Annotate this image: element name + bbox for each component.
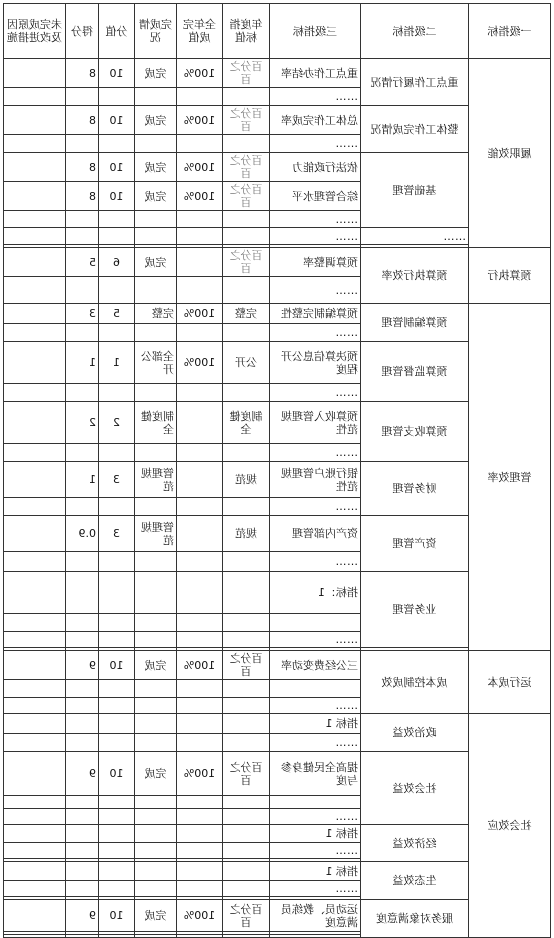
header-reason: 未完成原因及改进措施 xyxy=(4,4,66,59)
status-cell: 完成 xyxy=(135,651,177,680)
ellipsis-cell: …… xyxy=(361,228,469,245)
target-cell: 百分之百 xyxy=(223,248,270,277)
actual-cell xyxy=(177,402,223,444)
header-level2: 二级指标 xyxy=(361,4,469,59)
level3-cell: 预决算信息公开程度 xyxy=(270,342,361,384)
status-cell: 完成 xyxy=(135,752,177,796)
score-cell: 3 xyxy=(66,304,99,324)
score-cell: 8 xyxy=(66,106,99,135)
reason-cell xyxy=(4,402,66,444)
level2-cell: 成本控制成效 xyxy=(361,651,469,714)
target-cell: 规范 xyxy=(223,462,270,498)
level3-cell: 三公经费变动率 xyxy=(270,651,361,680)
level3-cell: 指标 1 xyxy=(270,714,361,734)
level3-cell: 预算调整率 xyxy=(270,248,361,277)
status-cell: 完成 xyxy=(135,182,177,211)
score-cell: 2 xyxy=(66,402,99,444)
weight-cell: 2 xyxy=(99,402,135,444)
actual-cell: 100% xyxy=(177,304,223,324)
table-row xyxy=(4,900,551,932)
level2-cell: 资产管理 xyxy=(361,516,469,572)
level1-cell: 预算执行 xyxy=(469,248,551,304)
score-cell: 0.9 xyxy=(66,516,99,552)
level3-cell: 指标 1 xyxy=(270,862,361,881)
reason-cell xyxy=(4,153,66,182)
level3-cell: 预算编制完整性 xyxy=(270,304,361,324)
table-row xyxy=(4,714,551,734)
ellipsis-cell: …… xyxy=(270,698,361,714)
level2-cell: 政治效益 xyxy=(361,714,469,752)
weight-cell: 10 xyxy=(99,651,135,680)
reason-cell xyxy=(4,900,66,932)
actual-cell: 100% xyxy=(177,182,223,211)
weight-cell: 10 xyxy=(99,153,135,182)
header-status: 完成情况 xyxy=(135,4,177,59)
target-cell: 完整 xyxy=(223,304,270,324)
reason-cell xyxy=(4,516,66,552)
status-cell: 全部公开 xyxy=(135,342,177,384)
reason-cell xyxy=(4,59,66,88)
level2-cell: 预算编制管理 xyxy=(361,304,469,342)
level3-cell: 运动员、教练员满意度 xyxy=(270,900,361,932)
level2-cell: 预算监督管理 xyxy=(361,342,469,402)
table-row xyxy=(4,342,551,384)
level2-cell: 整体工作完成情况 xyxy=(361,106,469,153)
target-cell: 百分之百 xyxy=(223,153,270,182)
actual-cell: 100% xyxy=(177,106,223,135)
reason-cell xyxy=(4,462,66,498)
target-cell: 规范 xyxy=(223,516,270,552)
level2-cell: 基础管理 xyxy=(361,153,469,228)
table-row xyxy=(4,228,551,245)
header-actual: 全年完成值 xyxy=(177,4,223,59)
level3-cell: 指标：1 xyxy=(270,572,361,614)
ellipsis-cell: …… xyxy=(270,498,361,516)
level1-cell: 管理效率 xyxy=(469,304,551,651)
weight-cell: 5 xyxy=(99,304,135,324)
ellipsis-cell: …… xyxy=(270,135,361,153)
target-cell: 百分之百 xyxy=(223,900,270,932)
status-cell: 制度健全 xyxy=(135,402,177,444)
level3-cell: 重点工作办结率 xyxy=(270,59,361,88)
status-cell: 完成 xyxy=(135,59,177,88)
level2-cell: 预算收支管理 xyxy=(361,402,469,462)
table-row xyxy=(4,106,551,135)
target-cell: 百分之百 xyxy=(223,651,270,680)
ellipsis-cell: …… xyxy=(270,881,361,897)
table-row xyxy=(4,462,551,498)
ellipsis-cell: …… xyxy=(270,734,361,752)
table-row xyxy=(4,153,551,182)
table-row xyxy=(4,572,551,614)
score-cell: 8 xyxy=(66,182,99,211)
weight-cell: 6 xyxy=(99,248,135,277)
ellipsis-cell: …… xyxy=(270,444,361,462)
table-row xyxy=(4,304,551,324)
level3-cell: 依法行政能力 xyxy=(270,153,361,182)
actual-cell xyxy=(177,516,223,552)
weight-cell: 10 xyxy=(99,752,135,796)
target-cell: 百分之百 xyxy=(223,59,270,88)
weight-cell: 3 xyxy=(99,462,135,498)
table-row xyxy=(4,862,551,881)
actual-cell: 100% xyxy=(177,153,223,182)
level1-cell: 社会效应 xyxy=(469,714,551,938)
weight-cell: 10 xyxy=(99,106,135,135)
level2-cell: 经济效益 xyxy=(361,825,469,862)
level1-cell: 运行成本 xyxy=(469,651,551,714)
target-cell: 百分之百 xyxy=(223,106,270,135)
level3-cell: 总体工作完成率 xyxy=(270,106,361,135)
table-row xyxy=(4,59,551,88)
score-cell: 9 xyxy=(66,752,99,796)
score-cell: 1 xyxy=(66,462,99,498)
performance-evaluation-table xyxy=(3,3,551,938)
reason-cell xyxy=(4,248,66,277)
ellipsis-cell: …… xyxy=(270,277,361,304)
header-level3: 三级指标 xyxy=(270,4,361,59)
ellipsis-cell: …… xyxy=(270,211,361,228)
actual-cell: 100% xyxy=(177,900,223,932)
target-cell: 百分之百 xyxy=(223,182,270,211)
header-score: 得分 xyxy=(66,4,99,59)
level2-cell: 社会效益 xyxy=(361,752,469,825)
table-row xyxy=(4,752,551,796)
table-row xyxy=(4,825,551,843)
ellipsis-cell: …… xyxy=(270,552,361,572)
actual-cell: 100% xyxy=(177,59,223,88)
level2-cell: 服务对象满意度 xyxy=(361,900,469,938)
status-cell: 管理规范 xyxy=(135,462,177,498)
weight-cell: 1 xyxy=(99,342,135,384)
status-cell: 管理规范 xyxy=(135,516,177,552)
reason-cell xyxy=(4,651,66,680)
target-cell: 公开 xyxy=(223,342,270,384)
actual-cell: 100% xyxy=(177,752,223,796)
target-cell: 百分之百 xyxy=(223,752,270,796)
ellipsis-cell: …… xyxy=(270,324,361,342)
status-cell: 完成 xyxy=(135,248,177,277)
ellipsis-cell: …… xyxy=(270,228,361,245)
reason-cell xyxy=(4,182,66,211)
actual-cell xyxy=(177,248,223,277)
reason-cell xyxy=(4,752,66,796)
ellipsis-cell: …… xyxy=(270,843,361,859)
level2-cell: 生态效益 xyxy=(361,862,469,900)
table-row xyxy=(4,651,551,680)
level2-cell: 重点工作履行情况 xyxy=(361,59,469,106)
reason-cell xyxy=(4,304,66,324)
ellipsis-cell: …… xyxy=(270,809,361,825)
ellipsis-cell: …… xyxy=(270,384,361,402)
weight-cell: 3 xyxy=(99,516,135,552)
header-weight: 分值 xyxy=(99,4,135,59)
score-cell: 8 xyxy=(66,153,99,182)
level1-cell: 履职效能 xyxy=(469,59,551,248)
reason-cell xyxy=(4,106,66,135)
actual-cell xyxy=(177,462,223,498)
weight-cell: 10 xyxy=(99,59,135,88)
header-target: 年度指标值 xyxy=(223,4,270,59)
level3-cell: 资产内部管理 xyxy=(270,516,361,552)
ellipsis-cell: …… xyxy=(270,88,361,106)
table-row xyxy=(4,248,551,277)
weight-cell: 10 xyxy=(99,900,135,932)
level3-cell: 提高全民健身参与度 xyxy=(270,752,361,796)
header-row xyxy=(4,4,551,59)
status-cell: 完整 xyxy=(135,304,177,324)
table-row xyxy=(4,402,551,444)
weight-cell: 10 xyxy=(99,182,135,211)
ellipsis-cell: …… xyxy=(270,632,361,648)
score-cell: 9 xyxy=(66,651,99,680)
score-cell: 5 xyxy=(66,248,99,277)
level2-cell: 财务管理 xyxy=(361,462,469,516)
actual-cell: 100% xyxy=(177,342,223,384)
level2-cell: 业务管理 xyxy=(361,572,469,648)
level3-cell: 银行账户管理规范性 xyxy=(270,462,361,498)
actual-cell: 100% xyxy=(177,651,223,680)
header-level1: 一级指标 xyxy=(469,4,551,59)
level3-cell: 预算收入管理规范性 xyxy=(270,402,361,444)
target-cell: 制度健全 xyxy=(223,402,270,444)
level3-cell: 指标 1 xyxy=(270,825,361,843)
status-cell: 完成 xyxy=(135,153,177,182)
score-cell: 1 xyxy=(66,342,99,384)
status-cell: 完成 xyxy=(135,106,177,135)
reason-cell xyxy=(4,342,66,384)
score-cell: 9 xyxy=(66,900,99,932)
level2-cell: 预算执行效率 xyxy=(361,248,469,304)
status-cell: 完成 xyxy=(135,900,177,932)
score-cell: 8 xyxy=(66,59,99,88)
level3-cell: 综合管理水平 xyxy=(270,182,361,211)
table-row xyxy=(4,516,551,552)
